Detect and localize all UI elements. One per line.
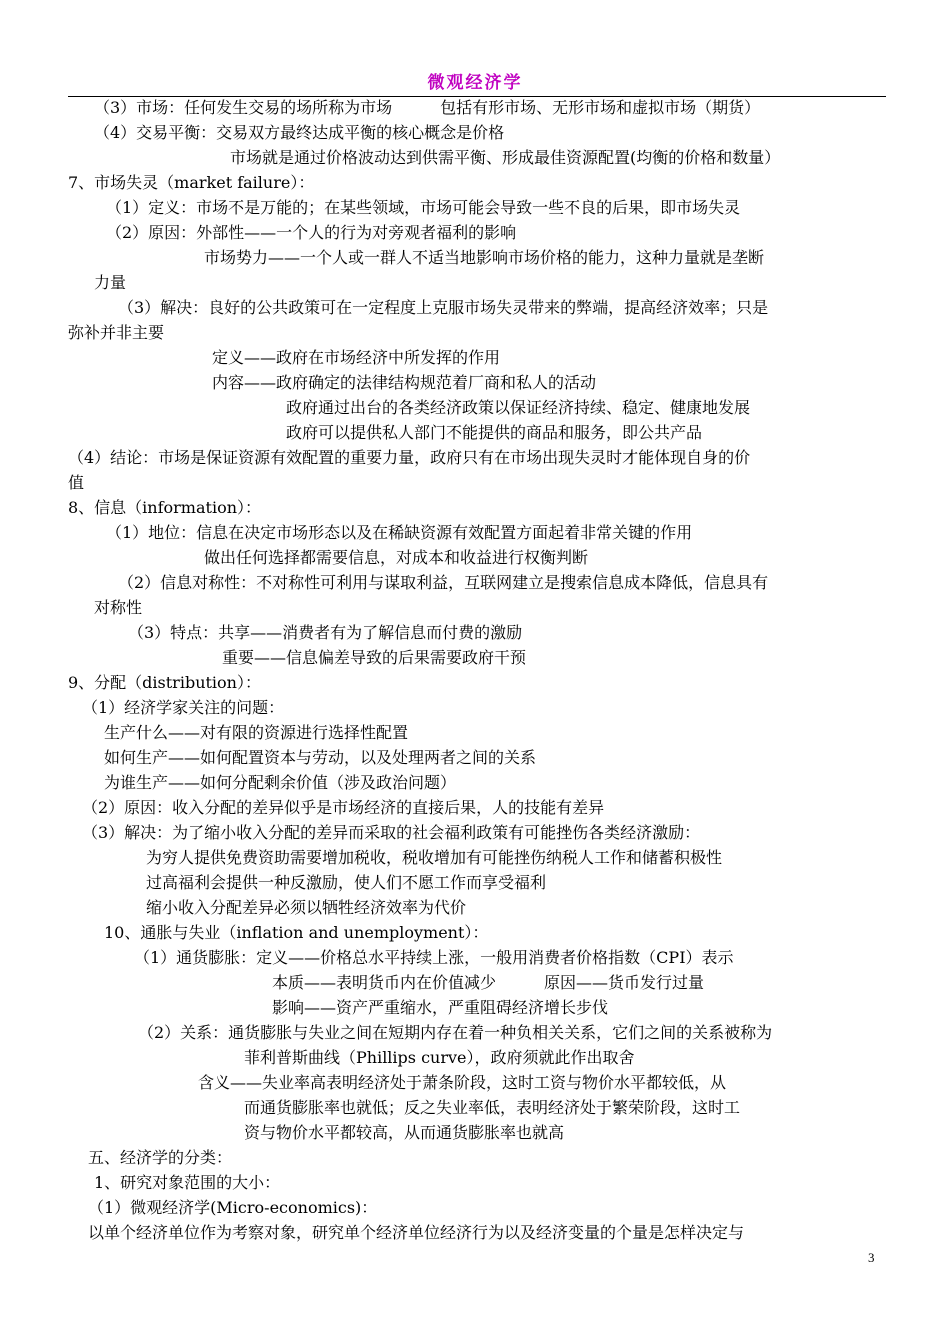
text-line: 做出任何选择都需要信息，对成本和收益进行权衡判断: [204, 548, 589, 567]
text-line: （1）通货膨胀：定义——价格总水平持续上涨，一般用消费者价格指数（CPI）表示: [134, 948, 734, 967]
text-line: 生产什么——对有限的资源进行选择性配置: [104, 723, 409, 742]
text-line: 缩小收入分配差异必须以牺牲经济效率为代价: [146, 898, 467, 917]
text-line: （2）关系：通货膨胀与失业之间在短期内存在着一种负相关关系，它们之间的关系被称为: [138, 1023, 773, 1042]
text-line: 五、经济学的分类：: [88, 1148, 233, 1167]
text-line: 而通货膨胀率也就低；反之失业率低，表明经济处于繁荣阶段，这时工: [244, 1098, 741, 1117]
text-line: 本质——表明货币内在价值减少 原因——货币发行过量: [272, 973, 705, 992]
text-line: （3）市场：任何发生交易的场所称为市场 包括有形市场、无形市场和虚拟市场（期货）: [94, 98, 761, 117]
text-line: （1）微观经济学(Micro-economics)：: [88, 1198, 378, 1217]
text-line: 1、研究对象范围的大小：: [94, 1173, 281, 1192]
text-line: 市场就是通过价格波动达到供需平衡、形成最佳资源配置(均衡的价格和数量）: [230, 148, 781, 167]
text-line: （3）解决：为了缩小收入分配的差异而采取的社会福利政策有可能挫伤各类经济激励：: [82, 823, 701, 842]
text-line: 8、信息（information）：: [68, 498, 262, 517]
text-line: 内容——政府确定的法律结构规范着厂商和私人的活动: [212, 373, 597, 392]
page-number: 3: [868, 1250, 875, 1265]
text-line: 对称性: [94, 598, 143, 617]
text-line: （2）信息对称性：不对称性可利用与谋取利益，互联网建立是搜索信息成本降低，信息具有: [118, 573, 769, 592]
text-line: 值: [68, 473, 85, 492]
text-line: 为穷人提供免费资助需要增加税收，税收增加有可能挫伤纳税人工作和储蓄积极性: [146, 848, 723, 867]
text-line: 为谁生产——如何分配剩余价值（涉及政治问题）: [104, 773, 457, 792]
text-line: 弥补并非主要: [68, 323, 165, 342]
text-line: 市场势力——一个人或一群人不适当地影响市场价格的能力，这种力量就是垄断: [204, 248, 765, 267]
text-line: 政府可以提供私人部门不能提供的商品和服务，即公共产品: [286, 423, 703, 442]
text-line: 含义——失业率高表明经济处于萧条阶段，这时工资与物价水平都较低，从: [198, 1073, 727, 1092]
text-line: 菲利普斯曲线（Phillips curve），政府须就此作出取舍: [244, 1048, 635, 1067]
text-line: （3）特点：共享——消费者有为了解信息而付费的激励: [128, 623, 523, 642]
text-line: （2）原因：收入分配的差异似乎是市场经济的直接后果，人的技能有差异: [82, 798, 605, 817]
text-line: 影响——资产严重缩水，严重阻碍经济增长步伐: [272, 998, 609, 1017]
text-line: （1）定义：市场不是万能的；在某些领域，市场可能会导致一些不良的后果，即市场失灵: [106, 198, 741, 217]
text-line: 政府通过出台的各类经济政策以保证经济持续、稳定、健康地发展: [286, 398, 751, 417]
text-line: 10、通胀与失业（inflation and unemployment）：: [104, 923, 489, 942]
text-line: 力量: [94, 273, 127, 292]
text-line: （3）解决：良好的公共政策可在一定程度上克服市场失灵带来的弊端，提高经济效率；只是: [118, 298, 769, 317]
text-line: （1）地位：信息在决定市场形态以及在稀缺资源有效配置方面起着非常关键的作用: [106, 523, 693, 542]
text-line: 以单个经济单位作为考察对象，研究单个经济单位经济行为以及经济变量的个量是怎样决定与: [88, 1223, 745, 1242]
text-line: （4）交易平衡：交易双方最终达成平衡的核心概念是价格: [94, 123, 505, 142]
text-line: （1）经济学家关注的问题：: [82, 698, 285, 717]
page-header-title: 微观经济学: [427, 73, 523, 93]
text-line: 重要——信息偏差导致的后果需要政府干预: [222, 648, 527, 667]
text-line: 过高福利会提供一种反激励，使人们不愿工作而享受福利: [146, 873, 547, 892]
text-line: 7、市场失灵（market failure）：: [68, 173, 315, 192]
text-line: 9、分配（distribution）：: [68, 673, 261, 692]
text-line: （2）原因：外部性——一个人的行为对旁观者福利的影响: [106, 223, 517, 242]
text-line: 如何生产——如何配置资本与劳动，以及处理两者之间的关系: [104, 748, 537, 767]
text-line: 定义——政府在市场经济中所发挥的作用: [212, 348, 501, 367]
text-line: 资与物价水平都较高，从而通货膨胀率也就高: [244, 1123, 565, 1142]
header-rule: [68, 96, 886, 97]
text-line: （4）结论：市场是保证资源有效配置的重要力量，政府只有在市场出现失灵时才能体现自身的价: [68, 448, 751, 467]
